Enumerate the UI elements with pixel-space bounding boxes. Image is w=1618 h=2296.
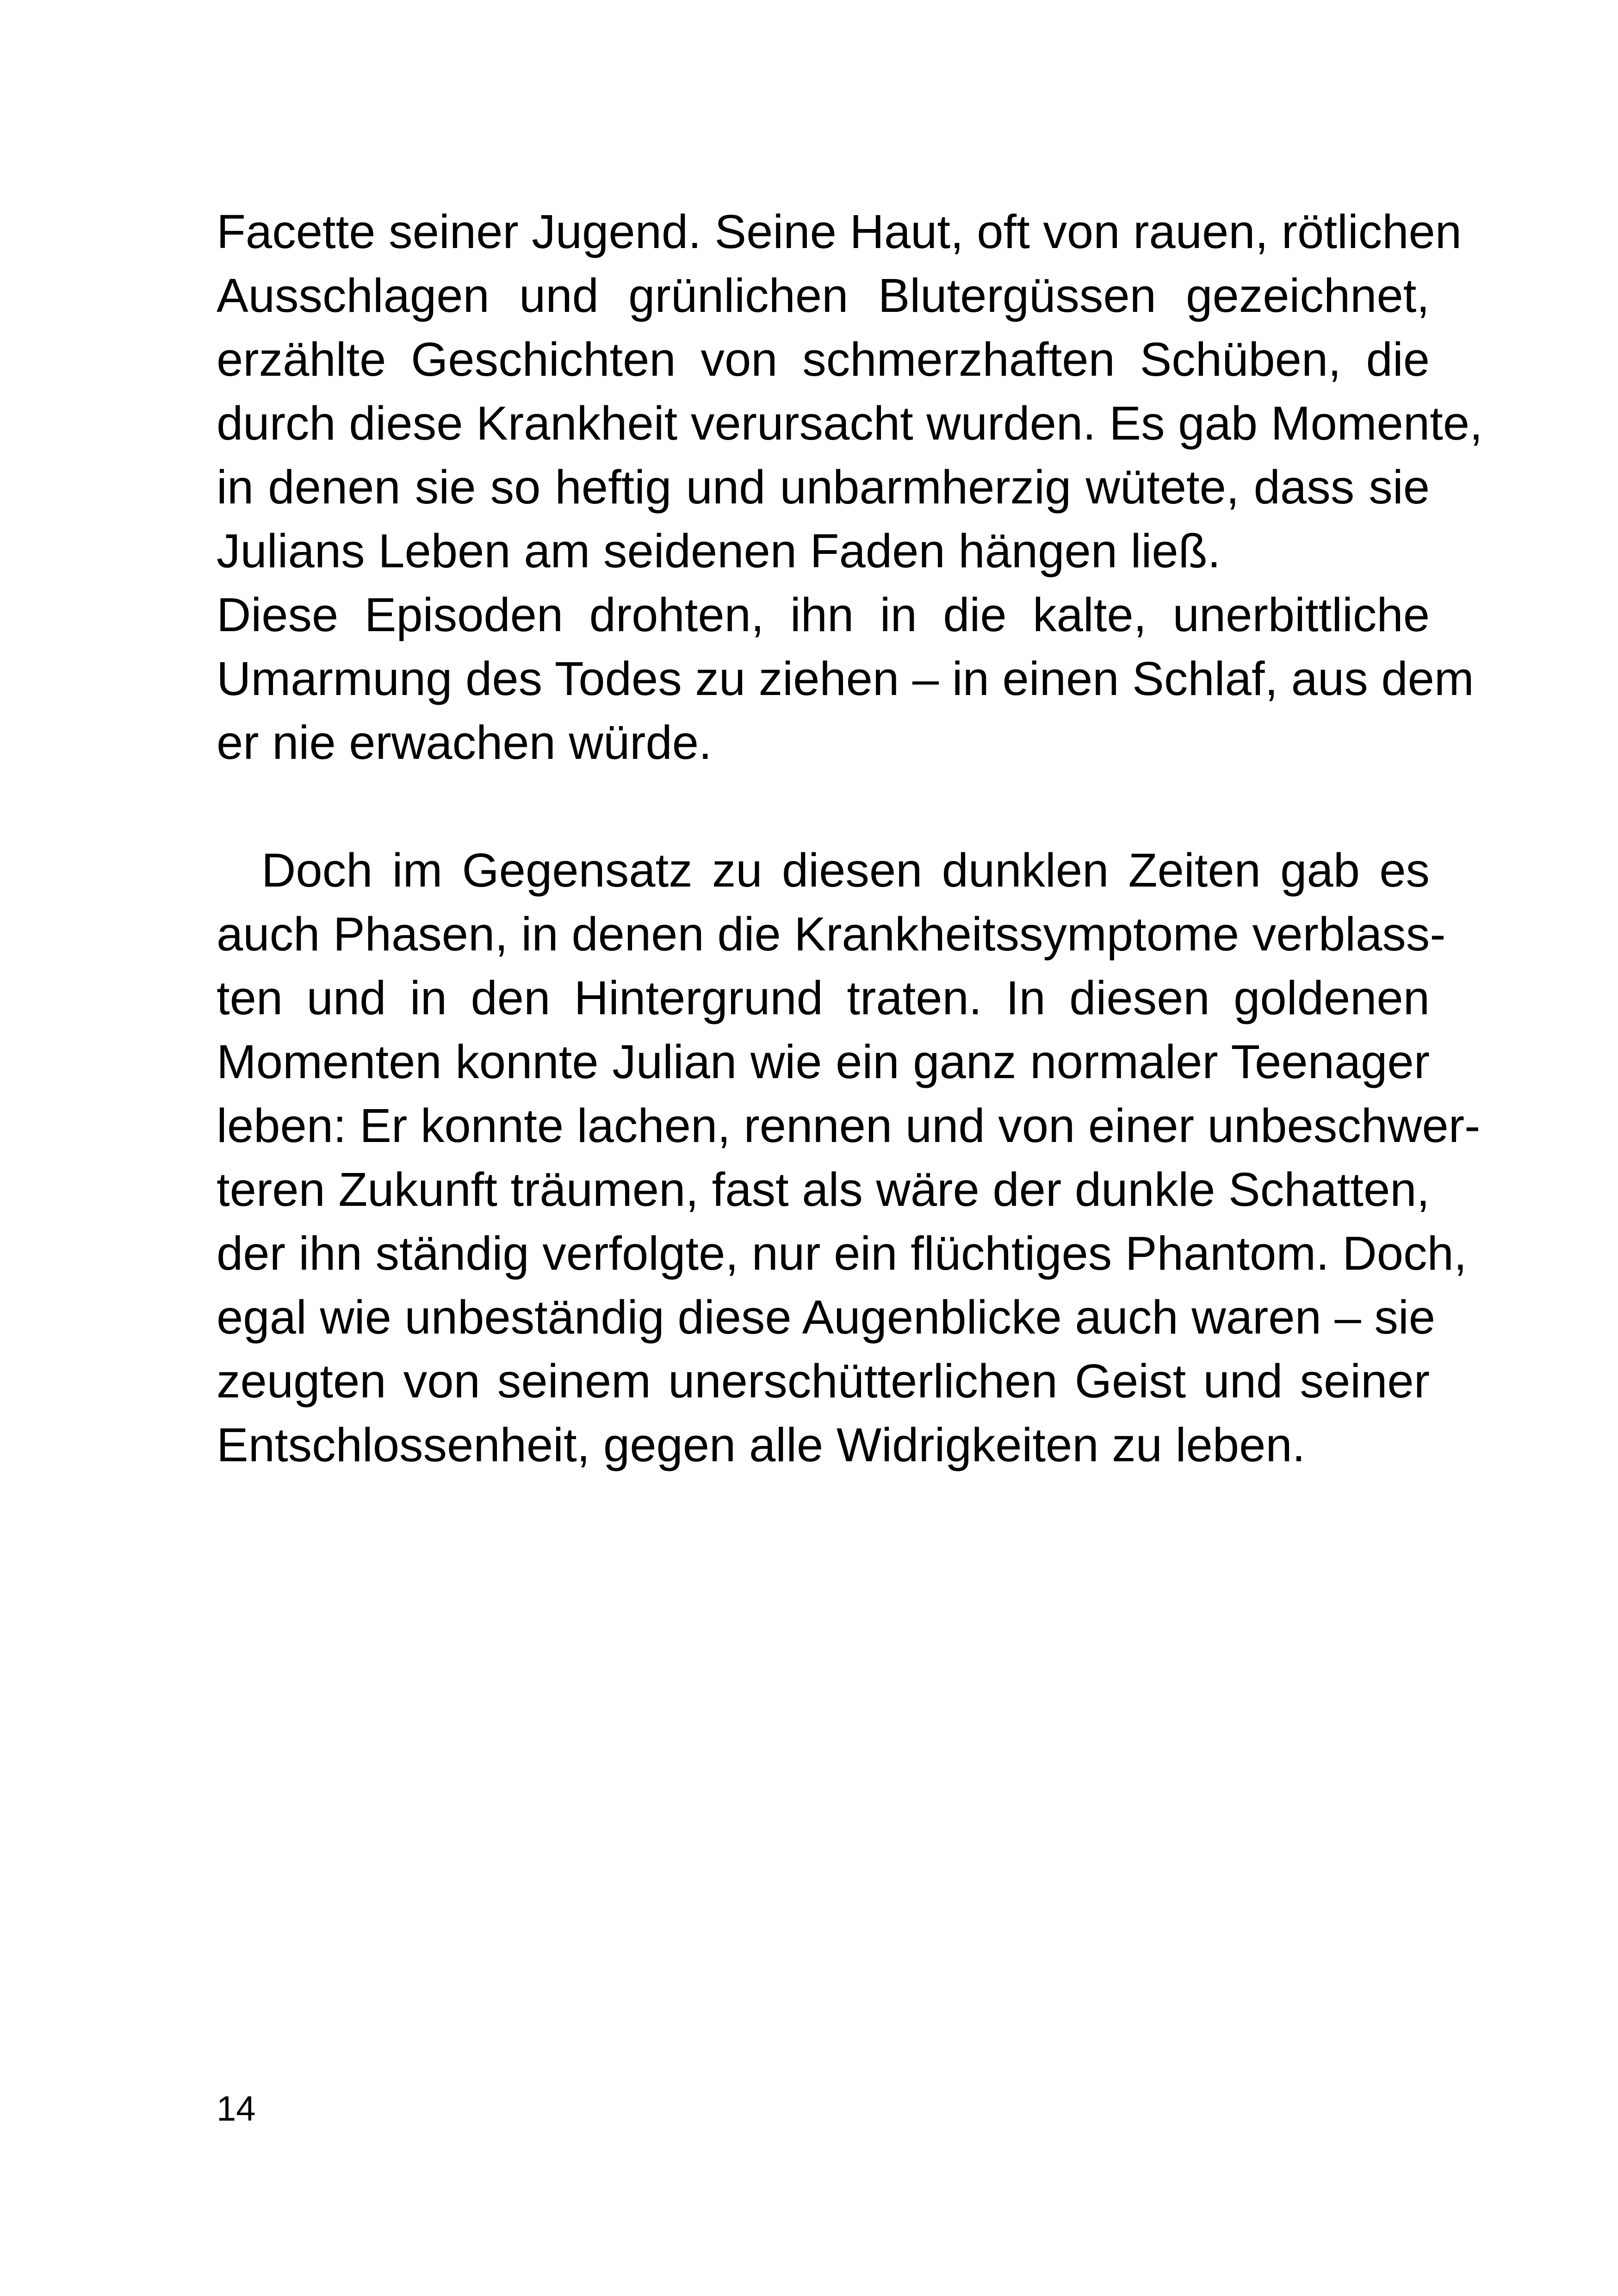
text-line: leben: Er konnte lachen, rennen und von einer unbeschwer- bbox=[217, 1099, 1481, 1152]
text-line: Diese Episoden drohten, ihn in die kalte, unerbittliche bbox=[217, 588, 1430, 641]
page-number: 14 bbox=[217, 2089, 256, 2128]
text-line: durch diese Krankheit verursacht wurden. Es gab Momente, bbox=[217, 397, 1483, 450]
text-line: auch Phasen, in denen die Krankheitssymptome verblass- bbox=[217, 907, 1446, 961]
text-line: egal wie unbeständig diese Augenblicke auch waren – sie bbox=[217, 1291, 1436, 1344]
text-line: der ihn ständig verfolgte, nur ein flüchtiges Phantom. Doch, bbox=[217, 1227, 1467, 1280]
text-line: Ausschlagen und grünlichen Blutergüssen gezeichnet, bbox=[217, 269, 1430, 322]
text-line: teren Zukunft träumen, fast als wäre der dunkle Schatten, bbox=[217, 1163, 1430, 1216]
text-line: Umarmung des Todes zu ziehen – in einen Schlaf, aus dem bbox=[217, 652, 1474, 705]
text-line: Entschlossenheit, gegen alle Widrigkeiten zu leben. bbox=[217, 1418, 1306, 1471]
text-line: ten und in den Hintergrund traten. In diesen goldenen bbox=[217, 971, 1430, 1024]
text-line: Momenten konnte Julian wie ein ganz normaler Teenager bbox=[217, 1035, 1430, 1088]
text-line: erzählte Geschichten von schmerzhaften Schüben, die bbox=[217, 333, 1430, 386]
text-line: Facette seiner Jugend. Seine Haut, oft von rauen, rötlichen bbox=[217, 205, 1462, 258]
text-line: Julians Leben am seidenen Faden hängen ließ. bbox=[217, 524, 1221, 577]
text-line: er nie erwachen würde. bbox=[217, 716, 712, 769]
text-line: in denen sie so heftig und unbarmherzig wütete, dass sie bbox=[217, 460, 1430, 514]
text-line: Doch im Gegensatz zu diesen dunklen Zeiten gab es bbox=[261, 844, 1430, 897]
text-line: zeugten von seinem unerschütterlichen Geist und seiner bbox=[217, 1354, 1430, 1408]
